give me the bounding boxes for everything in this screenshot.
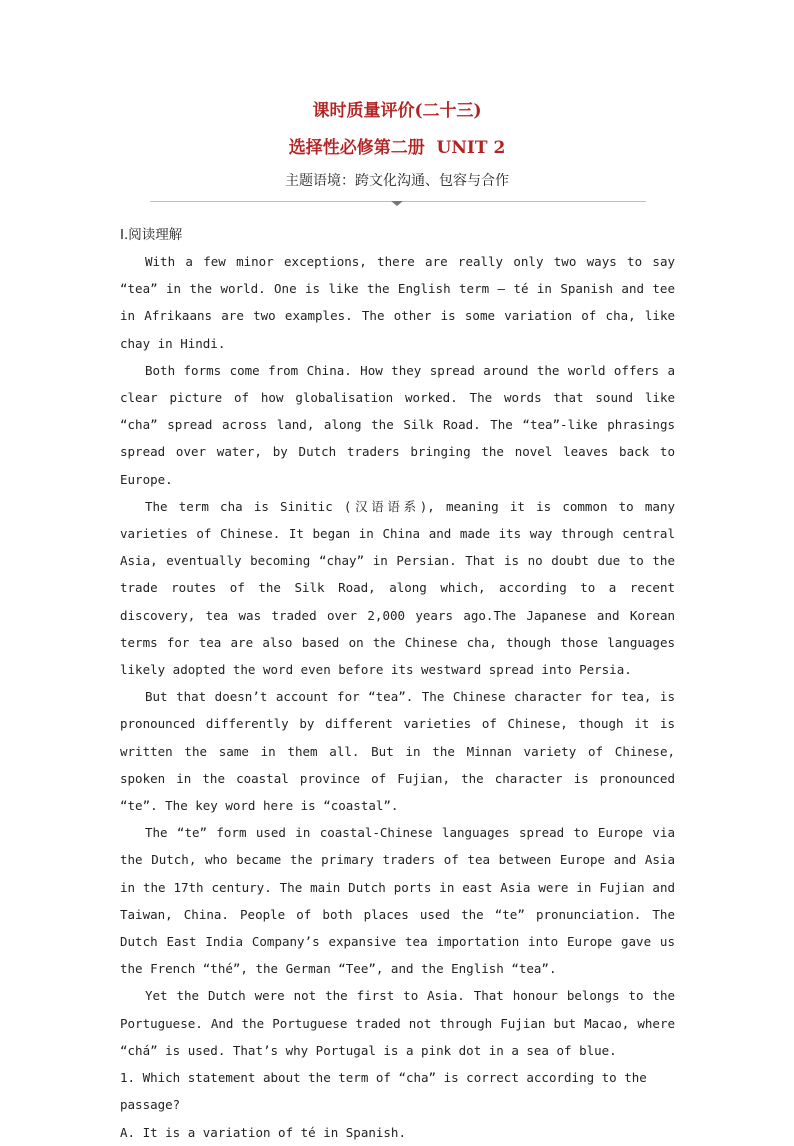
theme-context: 主题语境：跨文化沟通、包容与合作 [285, 173, 509, 189]
passage-paragraph-1: With a few minor exceptions, there are really only two ways to say “tea” in the world. One is like the English term — té in Spanish and tee in Afrikaans are two examples. The other is some variation of cha, like chay in Hindi. [120, 254, 675, 351]
passage-paragraph-5: The “te” form used in coastal-Chinese languages spread to Europe via the Dutch, who became the primary traders of tea between Europe and Asia in the 17th century. The main Dutch ports in east Asia were in Fujian and Taiwan, China. People of both places used the “te” pronunciation. The Dutch East India Company’s expansive tea importation into Europe gave us the French “thé”, the German “Tee”, and the English “tea”. [120, 825, 675, 977]
passage-paragraph-6: Yet the Dutch were not the first to Asia. That honour belongs to the Portuguese. And the Portuguese traded not through Fujian but Macao, where “chá” is used. That’s why Portugal is a pink dot in a sea of blue. [120, 988, 675, 1058]
reading-passage [120, 248, 675, 1146]
question-stem: 1. Which statement about the term of “cha” is correct according to the passage? [120, 1070, 647, 1113]
page-title: 课时质量评价(二十三) [312, 101, 482, 121]
divider-marker-icon [391, 201, 403, 206]
page-subtitle: 选择性必修第二册 UNIT 2 [288, 138, 506, 158]
passage-paragraph-2: Both forms come from China. How they spread around the world offers a clear picture of how globalisation worked. The words that sound like “cha” spread across land, along the Silk Road. The “tea”-like phrasings spread over water, by Dutch traders bringing the novel leaves back to Europe. [120, 362, 675, 487]
question-option-a: A. It is a variation of té in Spanish. [120, 1124, 406, 1140]
section-heading: Ⅰ.阅读理解 [120, 227, 183, 243]
passage-paragraph-3: The term cha is Sinitic (汉语语系), meaning it is common to many varieties of Chinese. It began in China and made its way through central Asia, eventually becoming “chay” in Persian. That is no doubt due to the trade routes of the Silk Road, along which, according to a recent discovery, tea was traded over 2,000 years ago.The Japanese and Korean terms for tea are also based on the Chinese cha, though those languages likely adopted the word even before its westward spread into Persia. [120, 498, 675, 678]
passage-paragraph-4: But that doesn’t account for “tea”. The Chinese character for tea, is pronounced differently by different varieties of Chinese, though it is written the same in them all. But in the Minnan variety of Chinese, spoken in the coastal province of Fujian, the character is pronounced “te”. The key word here is “coastal”. [120, 689, 675, 814]
